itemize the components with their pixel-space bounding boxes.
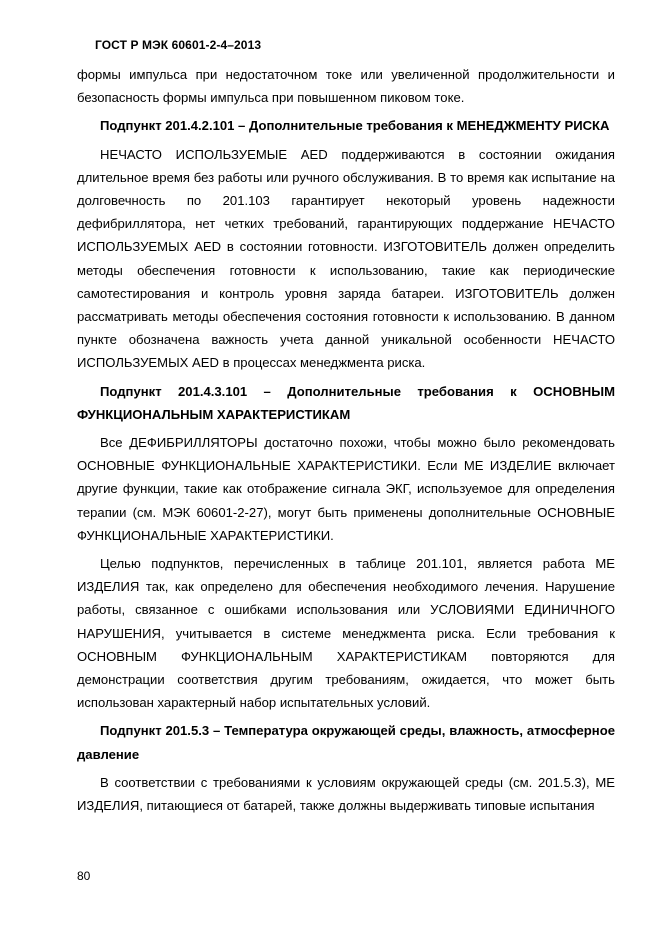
body-paragraph: Целью подпунктов, перечисленных в таблице 201.101, является работа МЕ ИЗДЕЛИЯ так, как определено для обеспечения необходимого лечения. Нарушение работы, связанное с ошибками использования или УСЛОВИЯМИ ЕДИНИЧНОГО НАРУШЕНИЯ, учитывается в системе менеджмента риска. Если требования к ОСНОВНЫМ ФУНКЦИОНАЛЬНЫМ ХАРАКТЕРИСТИКАМ повторяются для демонстрации соответствия другим требованиям, ожидается, что может быть использован характерный набор испытательных условий. bbox=[77, 556, 615, 711]
subclause-heading: Подпункт 201.4.3.101 – Дополнительные требования к ОСНОВНЫМ ФУНКЦИОНАЛЬНЫМ ХАРАКТЕРИСТИКАМ bbox=[77, 383, 615, 422]
body-paragraph: В соответствии с требованиями к условиям окружающей среды (см. 201.5.3), МЕ ИЗДЕЛИЯ, питающиеся от батарей, также должны выдерживать типовые испытания bbox=[77, 774, 615, 814]
subclause-heading: Подпункт 201.4.2.101 – Дополнительные требования к МЕНЕДЖМЕНТУ РИСКА bbox=[100, 118, 610, 134]
page-number: 80 bbox=[77, 869, 91, 883]
subclause-heading: Подпункт 201.5.3 – Температура окружающей среды, влажность, атмосферное давление bbox=[77, 723, 615, 762]
document-header: ГОСТ Р МЭК 60601-2-4–2013 bbox=[95, 38, 262, 52]
body-paragraph: НЕЧАСТО ИСПОЛЬЗУЕМЫЕ AED поддерживаются в состоянии ожидания длительное время без работы или ручного обслуживания. В то время как испытание на долговечность по 201.103 гарантирует некоторый уровень надежности дефибриллятора, нет четких требований, гарантирующих поддержание НЕЧАСТО ИСПОЛЬЗУЕМЫХ AED в состоянии готовности. ИЗГОТОВИТЕЛЬ должен определить методы обеспечения готовности к использованию, такие как периодические самотестирования и контроль уровня заряда батареи. ИЗГОТОВИТЕЛЬ должен рассматривать методы обеспечения состояния готовности к использованию. В данном пункте обозначена важность учета данной уникальной особенности НЕЧАСТО ИСПОЛЬЗУЕМЫХ AED в процессах менеджмента риска. bbox=[77, 146, 615, 371]
body-paragraph: формы импульса при недостаточном токе или увеличенной продолжительности и безопасность формы импульса при повышенном пиковом токе. bbox=[77, 67, 615, 106]
page-content bbox=[77, 63, 615, 822]
body-paragraph: Все ДЕФИБРИЛЛЯТОРЫ достаточно похожи, чтобы можно было рекомендовать ОСНОВНЫЕ ФУНКЦИОНАЛЬНЫЕ ХАРАКТЕРИСТИКИ. Если МЕ ИЗДЕЛИЕ включает другие функции, такие как отображение сигнала ЭКГ, используемое для определения терапии (см. МЭК 60601-2-27), могут быть применены дополнительные ОСНОВНЫЕ ФУНКЦИОНАЛЬНЫЕ ХАРАКТЕРИСТИКИ. bbox=[77, 435, 615, 543]
